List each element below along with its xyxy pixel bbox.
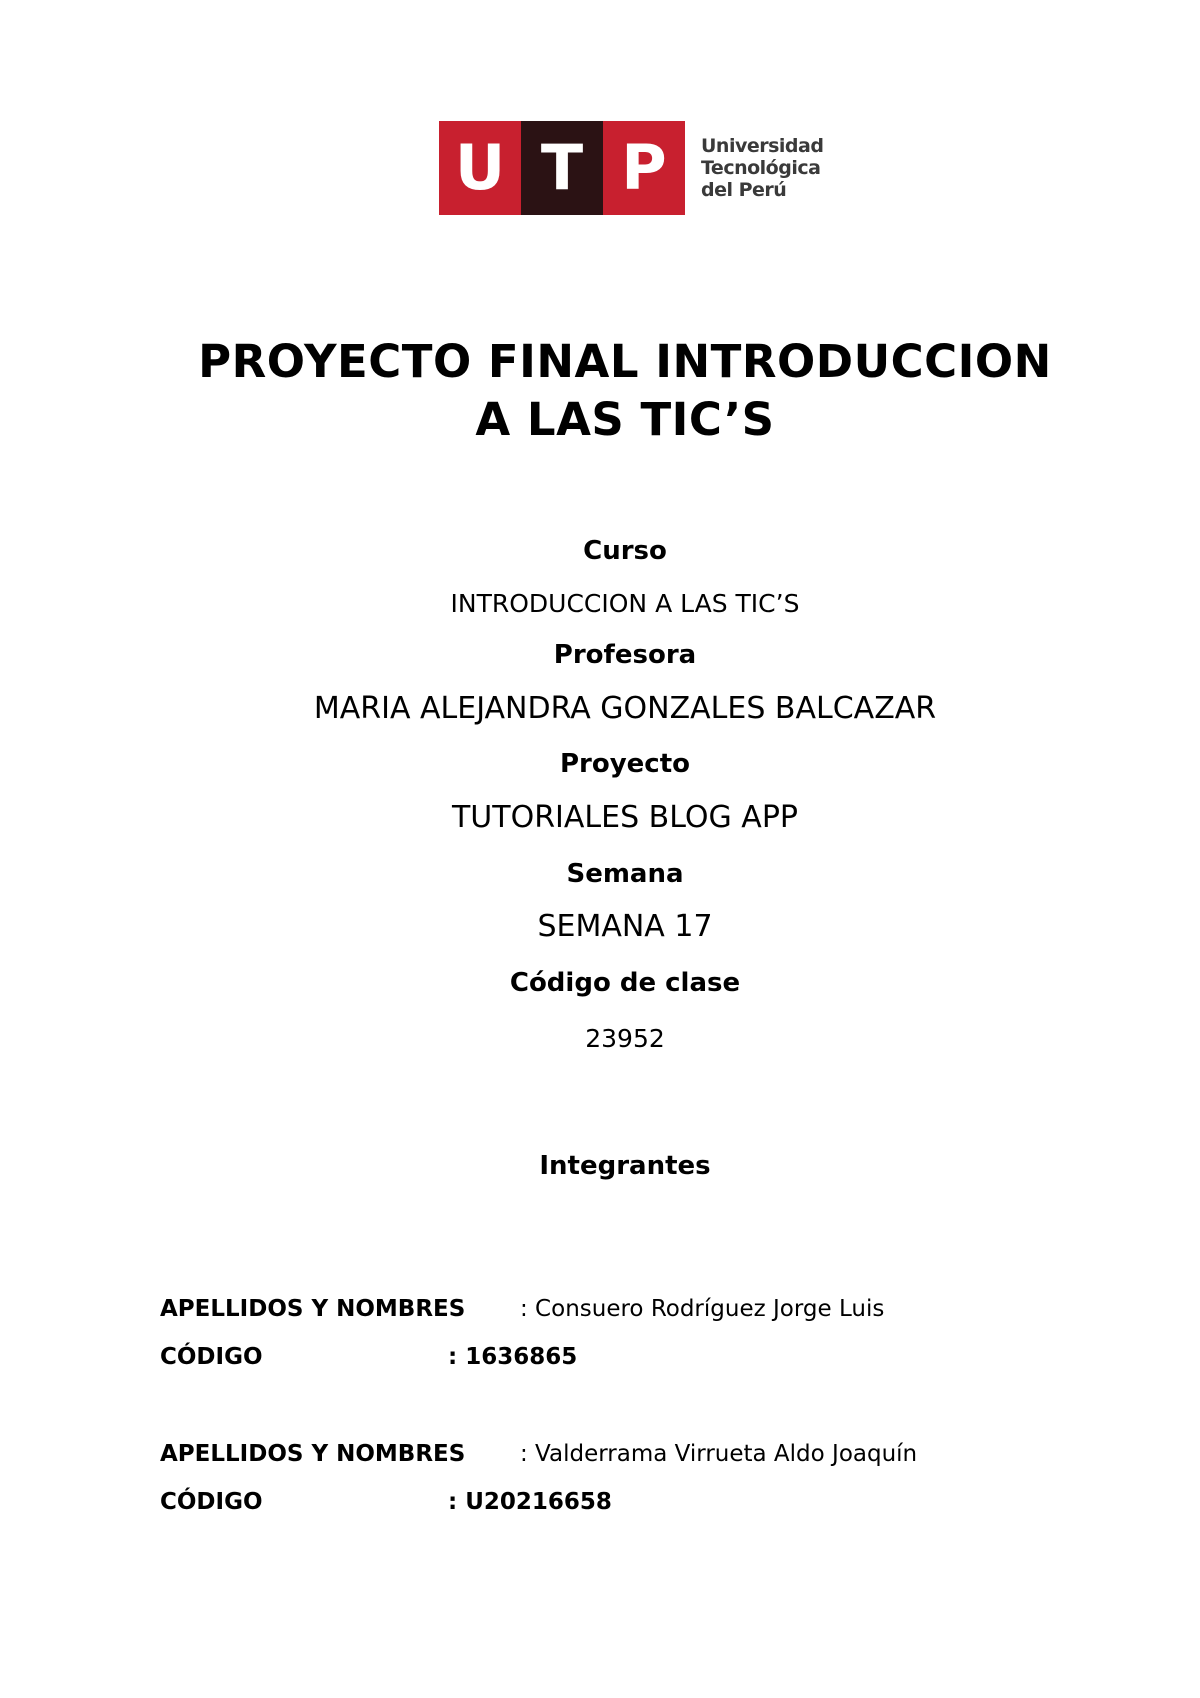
title-line-1: PROYECTO FINAL INTRODUCCION: [198, 335, 1052, 388]
document-title: [0, 333, 1200, 449]
logo-letter-u: U: [439, 121, 521, 215]
member-2-code-label: CÓDIGO: [160, 1489, 263, 1515]
semana-value: SEMANA 17: [537, 909, 713, 944]
logo-name-line-3: del Perú: [701, 179, 787, 201]
member-1-name-row: [160, 1296, 885, 1322]
member-2-code-row: [160, 1489, 612, 1515]
proyecto-label: Proyecto: [559, 749, 691, 779]
logo-letter-p: P: [603, 121, 685, 215]
member-1-code-row: [160, 1344, 578, 1370]
logo-name-line-1: Universidad: [701, 135, 824, 157]
member-1-code-value: : 1636865: [448, 1344, 578, 1370]
curso-value: INTRODUCCION A LAS TIC’S: [450, 589, 800, 618]
codigo-clase-value: 23952: [585, 1024, 665, 1053]
member-2-code-value: : U20216658: [448, 1489, 612, 1515]
curso-label: Curso: [583, 536, 667, 566]
member-2-name-label: APELLIDOS Y NOMBRES: [160, 1441, 466, 1467]
proyecto-value: TUTORIALES BLOG APP: [451, 800, 798, 835]
logo-name-line-2: Tecnológica: [701, 157, 821, 179]
integrantes-heading: Integrantes: [539, 1151, 711, 1181]
profesora-label: Profesora: [553, 640, 697, 670]
semana-label: Semana: [566, 859, 684, 889]
member-1-code-label: CÓDIGO: [160, 1344, 263, 1370]
codigo-clase-label: Código de clase: [509, 968, 741, 998]
member-1-name-value: : Consuero Rodríguez Jorge Luis: [520, 1296, 885, 1322]
profesora-value: MARIA ALEJANDRA GONZALES BALCAZAR: [313, 691, 937, 726]
member-1-name-label: APELLIDOS Y NOMBRES: [160, 1296, 466, 1322]
member-2-name-value: : Valderrama Virrueta Aldo Joaquín: [520, 1441, 918, 1467]
title-line-2: A LAS TIC’S: [475, 393, 775, 446]
utp-logo: [439, 121, 823, 215]
logo-university-name: [701, 121, 823, 215]
member-2-name-row: [160, 1441, 918, 1467]
logo-letter-t: T: [521, 121, 603, 215]
